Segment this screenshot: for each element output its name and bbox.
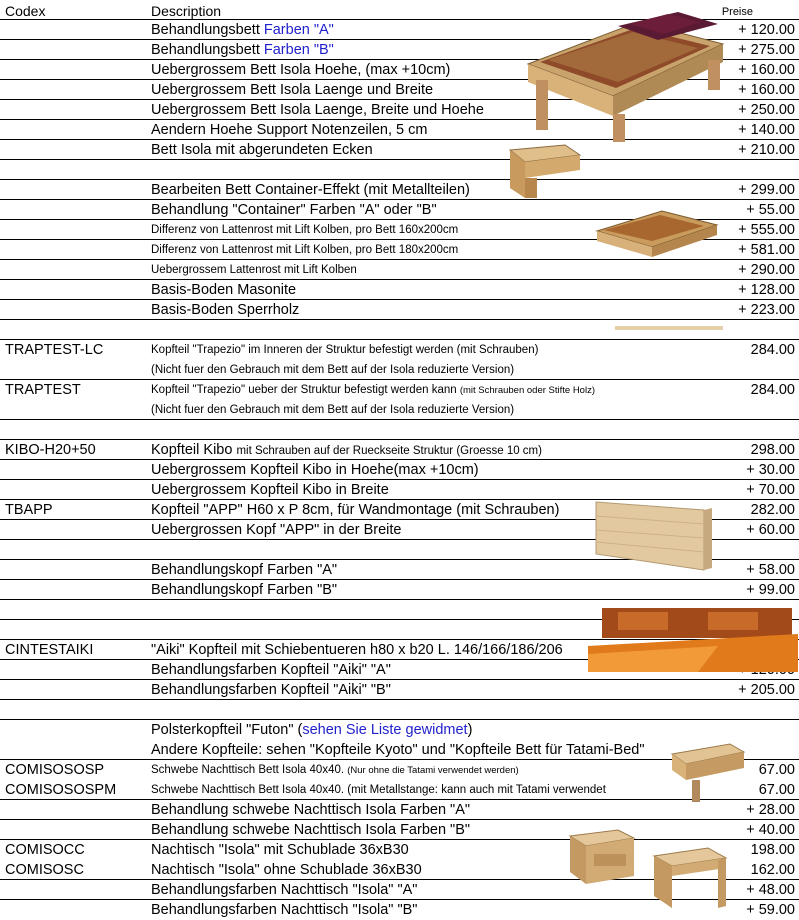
bed-isola-image: [518, 4, 728, 144]
item-description: [151, 404, 514, 416]
table-row: [0, 680, 799, 700]
item-description: [151, 282, 296, 298]
table-row: [0, 580, 799, 600]
item-description: [151, 642, 563, 658]
table-row: [0, 180, 799, 200]
description-link[interactable]: Farben "B": [263, 42, 334, 58]
item-price: + 160.00: [738, 82, 795, 98]
table-row: [0, 820, 799, 840]
table-row: [0, 280, 799, 300]
item-description: [151, 742, 644, 758]
item-description: [151, 902, 417, 918]
item-description: [151, 562, 337, 578]
item-description: [151, 764, 519, 776]
item-description: [151, 122, 427, 138]
item-code: COMISOSOSP: [5, 762, 105, 778]
description-text: Behandlung schwebe Nachttisch Isola Farben "B": [151, 822, 471, 838]
item-description: [151, 302, 299, 318]
item-description: [151, 82, 433, 98]
item-price: 298.00: [750, 442, 795, 458]
item-price: + 58.00: [746, 562, 795, 578]
table-row: [0, 260, 799, 280]
item-description: [151, 822, 470, 838]
description-text: Polsterkopfteil "Futon" (: [151, 722, 303, 738]
description-text: Behandlung "Container" Farben "A" oder "B": [151, 202, 437, 218]
item-price: + 55.00: [746, 202, 795, 218]
description-text: Differenz von Lattenrost mit Lift Kolben, pro Bett 160x200cm: [151, 224, 459, 236]
description-text: Uebergrossem Bett Isola Laenge und Breite: [151, 82, 434, 98]
description-text: Behandlungsfarben Nachttisch "Isola" "A": [151, 882, 418, 898]
table-row: [0, 460, 799, 480]
item-description: [151, 722, 472, 738]
item-code: CINTESTAIKI: [5, 642, 94, 658]
description-text: Differenz von Lattenrost mit Lift Kolben, pro Bett 180x200cm: [151, 244, 459, 256]
item-description: [151, 182, 470, 198]
item-description: [151, 842, 409, 858]
table-row: [0, 400, 799, 420]
item-price: + 128.00: [738, 282, 795, 298]
item-description: [151, 502, 559, 518]
description-detail: mit Schrauben auf der Rueckseite Struktur (Groesse 10 cm): [236, 445, 542, 457]
description-text: Kopfteil "Trapezio" ueber der Struktur befestigt werden kann: [151, 384, 460, 396]
description-note: (mit Schrauben oder Stifte Holz): [459, 385, 595, 396]
description-text: Uebergrossem Bett Isola Laenge, Breite und Hoehe: [151, 102, 484, 118]
description-text: Behandlungsfarben Nachttisch "Isola" "B": [151, 902, 418, 918]
item-code: COMISOCC: [5, 842, 85, 858]
item-description: [151, 462, 479, 478]
item-price: + 28.00: [746, 802, 795, 818]
table-row: [0, 380, 799, 400]
description-text: Nachtisch "Isola" mit Schublade 36xB30: [151, 842, 409, 858]
table-row: [0, 340, 799, 360]
description-text: Andere Kopfteile: sehen "Kopfteile Kyoto" und "Kopfteile Bett für Tatami-Bed": [151, 742, 645, 758]
item-code: TRAPTEST-LC: [5, 342, 104, 358]
floating-nightstand-image: [668, 740, 746, 802]
item-price: 67.00: [758, 762, 795, 778]
description-text: (Nicht fuer den Gebrauch mit dem Bett auf der Isola reduzierte Version): [151, 404, 515, 416]
item-price: + 210.00: [738, 142, 795, 158]
item-price: + 99.00: [746, 582, 795, 598]
item-code: KIBO-H20+50: [5, 442, 96, 458]
item-price: + 120.00: [738, 22, 795, 38]
description-text: Kopfteil "Trapezio" im Inneren der Struktur befestigt werden (mit Schrauben): [151, 344, 539, 356]
description-suffix: ): [467, 722, 473, 738]
item-description: [151, 344, 538, 356]
item-description: [151, 582, 337, 598]
table-row: [0, 420, 799, 440]
header-description: Description: [151, 3, 222, 19]
table-row: [0, 300, 799, 320]
item-description: [151, 682, 391, 698]
description-text: Behandlung schwebe Nachttisch Isola Farben "A": [151, 802, 471, 818]
item-description: [151, 42, 334, 58]
description-text: Behandlungskopf Farben "A": [151, 562, 338, 578]
item-price: + 290.00: [738, 262, 795, 278]
app-headboard-image: [592, 496, 717, 574]
item-price: + 59.00: [746, 902, 795, 918]
item-description: [151, 442, 542, 458]
item-price: 162.00: [750, 862, 795, 878]
item-description: [151, 364, 514, 376]
item-price: 282.00: [750, 502, 795, 518]
description-text: Behandlungsbett: [151, 42, 264, 58]
item-description: [151, 244, 458, 256]
item-price: + 70.00: [746, 482, 795, 498]
description-text: Kopfteil "APP" H60 x P 8cm, für Wandmontage (mit Schrauben): [151, 502, 560, 518]
item-price: + 205.00: [738, 682, 795, 698]
item-price: + 299.00: [738, 182, 795, 198]
description-link[interactable]: sehen Sie Liste gewidmet: [302, 722, 468, 738]
item-price: + 223.00: [738, 302, 795, 318]
item-description: [151, 882, 417, 898]
item-price: 284.00: [750, 342, 795, 358]
item-price: + 140.00: [738, 122, 795, 138]
description-text: Uebergrossem Lattenrost mit Lift Kolben: [151, 264, 357, 276]
item-description: [151, 22, 334, 38]
item-description: [151, 862, 422, 878]
item-code: COMISOSOSPM: [5, 782, 117, 798]
nightstand-open-image: [650, 846, 730, 909]
nightstand-drawer-image: [566, 826, 638, 886]
item-description: [151, 62, 450, 78]
item-price: + 250.00: [738, 102, 795, 118]
item-description: [151, 784, 606, 796]
description-note: (Nur ohne die Tatami verwendet werden): [347, 765, 519, 776]
item-price: + 30.00: [746, 462, 795, 478]
rounded-corner-image: [505, 140, 585, 200]
item-price: 67.00: [758, 782, 795, 798]
item-description: [151, 662, 391, 678]
header-code: Codex: [5, 3, 46, 19]
description-text: Bearbeiten Bett Container-Effekt (mit Metallteilen): [151, 182, 470, 198]
item-description: [151, 264, 357, 276]
description-text: Bett Isola mit abgerundeten Ecken: [151, 142, 373, 158]
description-text: (Nicht fuer den Gebrauch mit dem Bett auf der Isola reduzierte Version): [151, 364, 515, 376]
description-text: Behandlungsbett: [151, 22, 264, 38]
item-description: [151, 202, 437, 218]
trapezio-image: [615, 322, 725, 332]
aiki-headboard-image: [588, 606, 798, 672]
table-row: [0, 360, 799, 380]
description-text: Behandlungsfarben Kopfteil "Aiki" "B": [151, 682, 391, 698]
item-description: [151, 384, 595, 396]
item-description: [151, 802, 470, 818]
item-price: + 160.00: [738, 62, 795, 78]
item-code: TBAPP: [5, 502, 53, 518]
description-text: Schwebe Nachttisch Bett Isola 40x40. (mit Metallstange: kann auch mit Tatami verwendet: [151, 784, 606, 796]
item-code: TRAPTEST: [5, 382, 81, 398]
description-text: Basis-Boden Masonite: [151, 282, 297, 298]
item-code: COMISOSC: [5, 862, 84, 878]
description-text: Uebergrossem Bett Isola Hoehe, (max +10cm): [151, 62, 451, 78]
description-text: Schwebe Nachttisch Bett Isola 40x40.: [151, 764, 348, 776]
description-text: Uebergrossem Kopfteil Kibo in Breite: [151, 482, 389, 498]
table-row: [0, 700, 799, 720]
table-row: [0, 720, 799, 740]
item-price: + 40.00: [746, 822, 795, 838]
table-row: [0, 160, 799, 180]
item-price: + 60.00: [746, 522, 795, 538]
table-row: [0, 800, 799, 820]
table-row: [0, 440, 799, 460]
description-text: Behandlungskopf Farben "B": [151, 582, 338, 598]
item-price: 284.00: [750, 382, 795, 398]
description-text: Uebergrossen Kopf "APP" in der Breite: [151, 522, 402, 538]
item-description: [151, 142, 373, 158]
description-text: Kopfteil Kibo: [151, 442, 237, 458]
description-text: Basis-Boden Sperrholz: [151, 302, 300, 318]
description-text: Uebergrossem Kopfteil Kibo in Hoehe(max +10cm): [151, 462, 479, 478]
item-price: + 555.00: [738, 222, 795, 238]
item-description: [151, 102, 484, 118]
description-text: Nachtisch "Isola" ohne Schublade 36xB30: [151, 862, 422, 878]
item-description: [151, 522, 401, 538]
item-price: 198.00: [750, 842, 795, 858]
description-text: "Aiki" Kopfteil mit Schiebentueren h80 x b20 L. 146/166/186/206: [151, 642, 563, 658]
description-link[interactable]: Farben "A": [263, 22, 334, 38]
description-text: Behandlungsfarben Kopfteil "Aiki" "A": [151, 662, 391, 678]
item-price: + 581.00: [738, 242, 795, 258]
item-description: [151, 482, 389, 498]
item-price: + 48.00: [746, 882, 795, 898]
item-description: [151, 224, 458, 236]
item-price: + 275.00: [738, 42, 795, 58]
description-text: Aendern Hoehe Support Notenzeilen, 5 cm: [151, 122, 428, 138]
header-price: Preise: [721, 6, 753, 18]
bed-container-image: [592, 203, 722, 258]
